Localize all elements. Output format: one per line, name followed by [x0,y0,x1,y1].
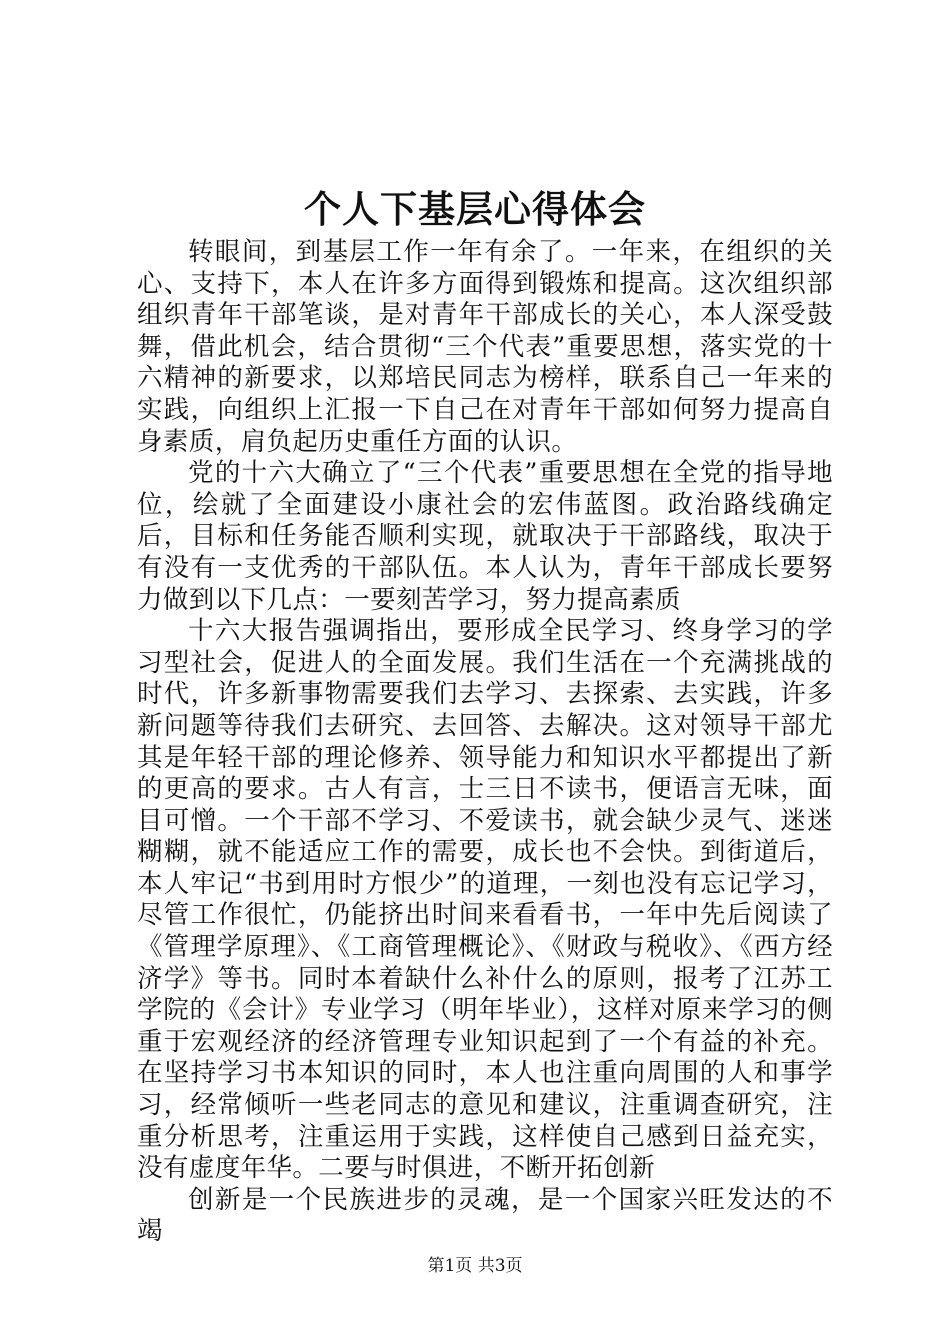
document-body [137,237,833,1248]
document-title: 个人下基层心得体会 [304,187,646,231]
paragraph-1: 转眼间，到基层工作一年有余了。一年来，在组织的关心、支持下，本人在许多方面得到锻炼和提高。这次组织部组织青年干部笔谈，是对青年干部成长的关心，本人深受鼓舞，借此机会，结合贯彻“三个代表”重要思想，落实党的十六精神的新要求，以郑培民同志为榜样，联系自己一年来的实践，向组织上汇报一下自己在对青年干部如何努力提高自身素质，肩负起历史重任方面的认识。 [137,237,833,457]
paragraph-4: 创新是一个民族进步的灵魂，是一个国家兴旺发达的不竭 [137,1184,833,1247]
paragraph-2: 党的十六大确立了“三个代表”重要思想在全党的指导地位，绘就了全面建设小康社会的宏伟蓝图。政治路线确定后，目标和任务能否顺利实现，就取决于干部路线，取决于有没有一支优秀的干部队伍。本人认为，青年干部成长要努力做到以下几点：一要刻苦学习，努力提高素质 [137,458,833,615]
paragraph-3: 十六大报告强调指出，要形成全民学习、终身学习的学习型社会，促进人的全面发展。我们生活在一个充满挑战的时代，许多新事物需要我们去学习、去探索、去实践，许多新问题等待我们去研究、去回答、去解决。这对领导干部尤其是年轻干部的理论修养、领导能力和知识水平都提出了新的更高的要求。古人有言，士三日不读书，便语言无味，面目可憎。一个干部不学习、不爱读书，就会缺少灵气、迷迷糊糊，就不能适应工作的需要，成长也不会快。到街道后，本人牢记“书到用时方恨少”的道理，一刻也没有忘记学习，尽管工作很忙，仍能挤出时间来看看书，一年中先后阅读了《管理学原理》、《工商管理概论》、《财政与税收》、《西方经济学》等书。同时本着缺什么补什么的原则，报考了江苏工学院的《会计》专业学习（明年毕业），这样对原来学习的侧重于宏观经济的经济管理专业知识起到了一个有益的补充。在坚持学习书本知识的同时，本人也注重向周围的人和事学习，经常倾听一些老同志的意见和建议，注重调查研究，注重分析思考，注重运用于实践，这样使自己感到日益充实，没有虚度年华。二要与时俱进，不断开拓创新 [137,616,833,1184]
page-number-footer: 第1页 共3页 [427,1256,523,1276]
